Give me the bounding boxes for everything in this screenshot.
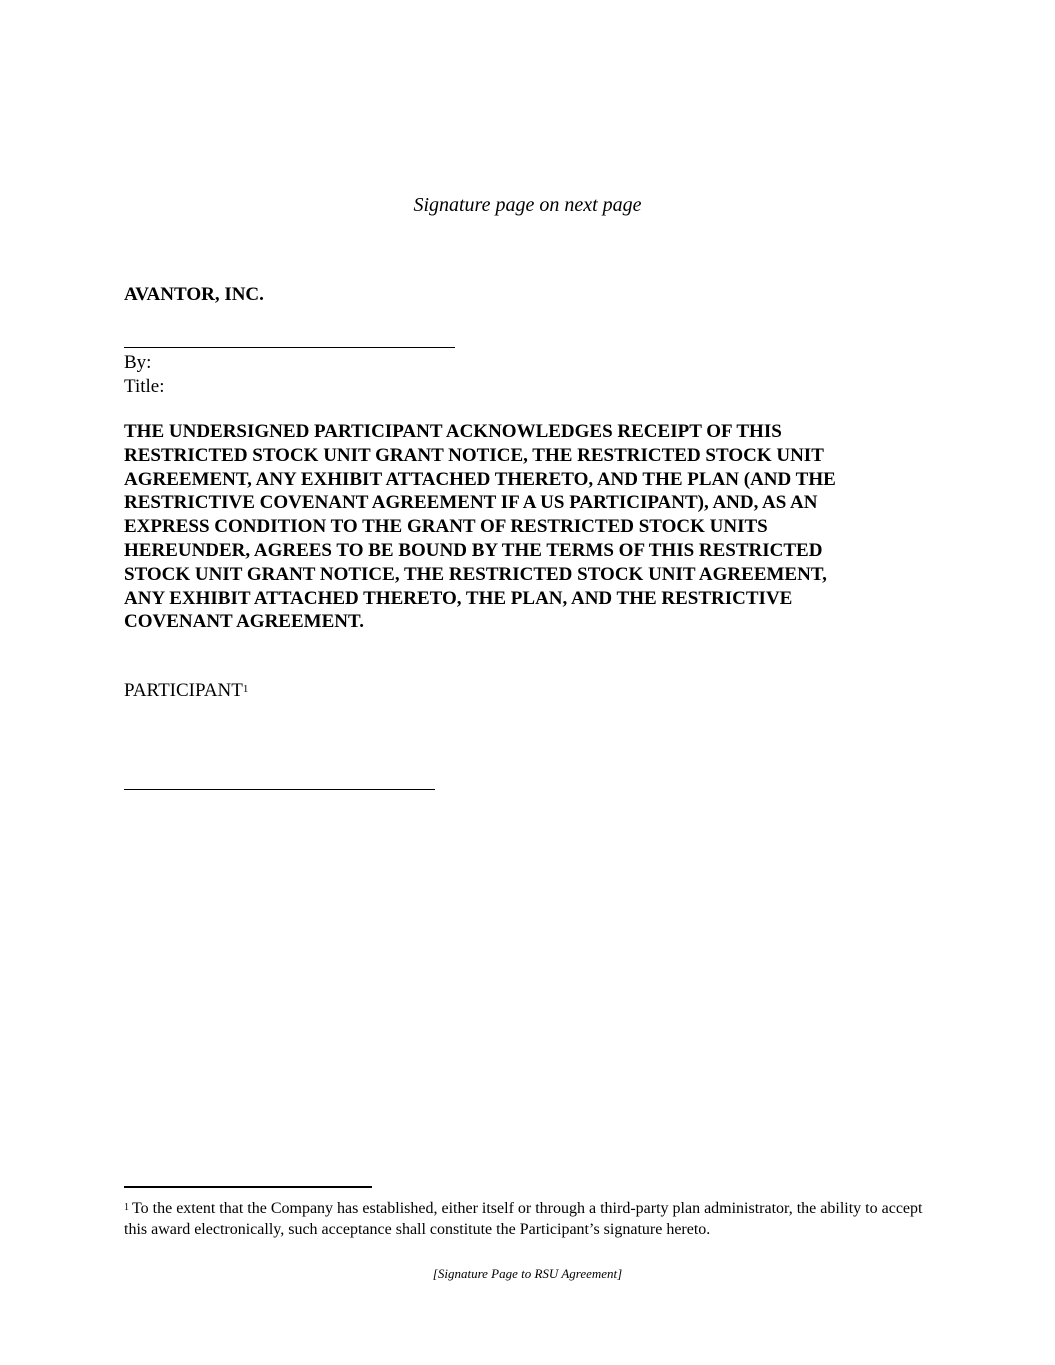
participant-label: PARTICIPANT bbox=[124, 680, 243, 701]
footnote-separator bbox=[124, 1186, 372, 1188]
company-name: AVANTOR, INC. bbox=[124, 284, 264, 305]
by-label: By: bbox=[124, 352, 152, 373]
company-signature-line bbox=[124, 347, 455, 348]
participant-footnote-ref: 1 bbox=[242, 683, 249, 695]
footnote bbox=[124, 1198, 924, 1240]
title-label: Title: bbox=[124, 376, 165, 397]
participant-heading bbox=[124, 679, 248, 703]
acknowledgement-paragraph: THE UNDERSIGNED PARTICIPANT ACKNOWLEDGES RECEIPT OF THIS RESTRICTED STOCK UNIT GRANT NOTICE, THE RESTRICTED STOCK UNIT AGREEMENT, ANY EXHIBIT ATTACHED THERETO, AND THE PLAN (AND THE RESTRICTIVE COVENANT AGREEMENT IF A US PARTICIPANT), AND, AS AN EXPRESS CONDITION TO THE GRANT OF RESTRICTED STOCK UNITS HEREUNDER, AGREES TO BE BOUND BY THE TERMS OF THIS RESTRICTED STOCK UNIT GRANT NOTICE, THE RESTRICTED STOCK UNIT AGREEMENT, ANY EXHIBIT ATTACHED THERETO, THE PLAN, AND THE RESTRICTIVE COVENANT AGREEMENT. bbox=[124, 421, 836, 633]
page-footer: [Signature Page to RSU Agreement] bbox=[432, 1266, 623, 1281]
participant-signature-line bbox=[124, 789, 435, 790]
footnote-marker: 1 bbox=[124, 1202, 129, 1213]
footnote-text: To the extent that the Company has established, either itself or through a third-party plan administrator, the ability to accept this award electronically, such acceptance shall constitute the Participant’s signature hereto. bbox=[124, 1200, 923, 1238]
signature-page-note: Signature page on next page bbox=[413, 194, 642, 216]
